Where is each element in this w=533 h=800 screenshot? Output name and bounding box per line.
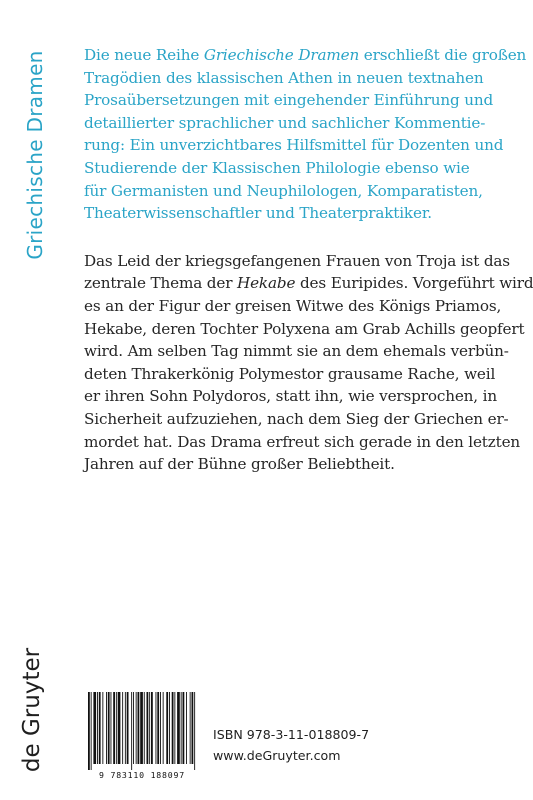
text-run: mordet hat. Das Drama erfreut sich gerade in den letzten bbox=[84, 432, 521, 451]
blurb-line bbox=[84, 112, 500, 135]
blurb-intro-paragraph bbox=[84, 44, 527, 225]
blurb-line bbox=[84, 134, 504, 157]
text-run: es an der Figur der greisen Witwe des Königs Priamos, bbox=[84, 296, 502, 315]
blurb-line bbox=[84, 318, 525, 341]
barcode-bar bbox=[156, 692, 157, 764]
barcode-bar bbox=[138, 692, 140, 764]
barcode bbox=[86, 692, 198, 782]
text-run: Hekabe, deren Tochter Polyxena am Grab Achills geopfert bbox=[84, 319, 525, 338]
barcode-bars bbox=[86, 692, 198, 770]
blurb-line bbox=[84, 453, 500, 476]
barcode-bar bbox=[97, 692, 98, 764]
barcode-bar bbox=[88, 692, 90, 770]
barcode-bar bbox=[122, 692, 123, 764]
barcode-bar bbox=[111, 692, 112, 764]
blurb-line bbox=[84, 431, 521, 454]
text-run: wird. Am selben Tag nimmt sie an dem ehemals verbün- bbox=[84, 342, 509, 361]
barcode-bar bbox=[160, 692, 161, 764]
text-run: er ihren Sohn Polydoros, statt ihn, wie versprochen, in bbox=[84, 387, 497, 406]
blurb-line bbox=[84, 44, 527, 67]
blurb-line bbox=[84, 202, 500, 225]
barcode-bar bbox=[192, 692, 194, 764]
blurb bbox=[84, 44, 533, 476]
barcode-bar bbox=[116, 692, 117, 764]
blurb-line bbox=[84, 89, 500, 112]
text-run: deten Thrakerkönig Polymestor grausame Rache, weil bbox=[84, 364, 496, 383]
isbn: ISBN 978-3-11-018809-7 bbox=[213, 727, 370, 742]
barcode-bar bbox=[172, 692, 174, 764]
barcode-bar bbox=[133, 692, 134, 764]
text-run: Die neue Reihe bbox=[84, 46, 204, 64]
text-run: detaillierter sprachlicher und sachlicher Kommentie- bbox=[84, 113, 486, 132]
text-run: Das Leid der kriegsgefangenen Frauen von Troja ist das bbox=[84, 251, 510, 270]
barcode-bar bbox=[194, 692, 195, 770]
blurb-line bbox=[84, 340, 509, 363]
text-run: Prosaübersetzungen mit eingehender Einführung und bbox=[84, 91, 494, 110]
barcode-bar bbox=[113, 692, 115, 764]
barcode-bar bbox=[136, 692, 137, 764]
barcode-bar bbox=[125, 692, 126, 764]
blurb-line bbox=[84, 363, 500, 386]
text-run: Sicherheit aufzuziehen, nach dem Sieg der Griechen er- bbox=[84, 409, 509, 428]
series-title: Griechische Dramen bbox=[23, 50, 47, 260]
barcode-bar bbox=[93, 692, 96, 764]
barcode-bar bbox=[183, 692, 185, 764]
barcode-bar bbox=[151, 692, 153, 764]
blurb-line bbox=[84, 157, 500, 180]
barcode-bar bbox=[190, 692, 191, 764]
publisher-logo: de Gruyter bbox=[19, 647, 45, 773]
barcode-bar bbox=[140, 692, 143, 764]
text-run: Jahren auf der Bühne großer Beliebtheit. bbox=[84, 455, 395, 474]
blurb-summary-paragraph bbox=[84, 250, 533, 476]
barcode-bar bbox=[106, 692, 107, 764]
text-run: Theaterwissenschaftler und Theaterpraktiker. bbox=[84, 204, 432, 223]
barcode-bar bbox=[169, 692, 170, 764]
text-run: rung: Ein unverzichtbares Hilfsmittel für Dozenten und bbox=[84, 136, 504, 155]
barcode-bar bbox=[102, 692, 103, 764]
italic-title: Griechische Dramen bbox=[203, 46, 360, 64]
text-run: des Euripides. Vorgeführt wird bbox=[295, 274, 533, 293]
text-run: Studierende der Klassischen Philologie ebenso wie bbox=[84, 158, 470, 177]
barcode-bar bbox=[166, 692, 168, 764]
barcode-bar bbox=[149, 692, 150, 764]
barcode-bar bbox=[144, 692, 145, 764]
barcode-bar bbox=[99, 692, 101, 764]
barcode-bar bbox=[163, 692, 164, 764]
barcode-bar bbox=[186, 692, 187, 764]
text-run: Tragödien des klassischen Athen in neuen textnahen bbox=[84, 68, 484, 87]
blurb-line bbox=[84, 180, 500, 203]
barcode-bar bbox=[91, 692, 92, 770]
barcode-bar bbox=[157, 692, 159, 764]
blurb-line bbox=[84, 250, 510, 273]
barcode-bar bbox=[127, 692, 129, 764]
blurb-line bbox=[84, 67, 500, 90]
barcode-bar bbox=[147, 692, 149, 764]
blurb-line bbox=[84, 272, 533, 295]
italic-title: Hekabe bbox=[237, 274, 296, 293]
blurb-line bbox=[84, 408, 509, 431]
text-run: für Germanisten und Neuphilologen, Komparatisten, bbox=[84, 181, 483, 200]
blurb-line bbox=[84, 385, 500, 408]
barcode-bar bbox=[181, 692, 182, 764]
text-run: zentrale Thema der bbox=[84, 274, 237, 293]
barcode-bar bbox=[118, 692, 121, 764]
blurb-line bbox=[84, 295, 500, 318]
barcode-bar bbox=[108, 692, 110, 764]
website: www.deGruyter.com bbox=[213, 748, 341, 763]
text-run: erschließt die großen bbox=[359, 46, 527, 64]
barcode-bar bbox=[174, 692, 175, 764]
barcode-bar bbox=[177, 692, 180, 764]
barcode-digits: 9 783110 188097 bbox=[86, 770, 198, 780]
barcode-bar bbox=[131, 692, 132, 770]
